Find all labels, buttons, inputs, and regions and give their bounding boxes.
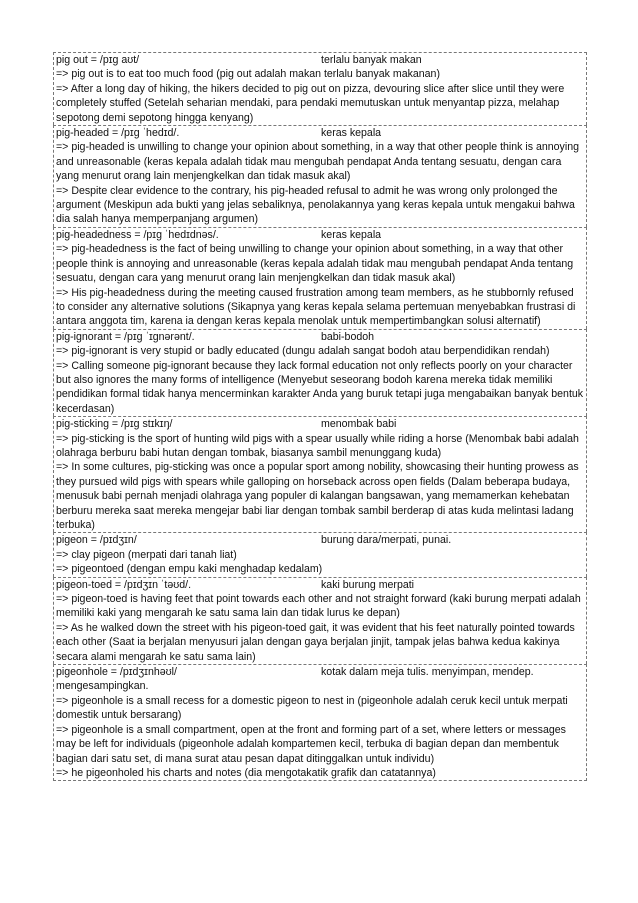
term-pronunciation: pig-ignorant = /pɪɡ ˈɪɡnərənt/. (56, 330, 195, 343)
term-meaning: kotak dalam meja tulis. menyimpan, mendep. (321, 666, 534, 679)
entry-header (56, 533, 584, 547)
term-pronunciation: pig-sticking = /pɪɡ stɪkɪŋ/ (56, 418, 173, 431)
example-line: => In some cultures, pig-sticking was once a popular sport among nobility, showcasing their hunting prowess as they pursued wild pigs with spears while galloping on horseback across open fields (Dalam beberapa budaya, menusuk babi pernah menjadi olahraga yang populer di kalangan bangsawan, yang memamerkan kehebatan berburu mereka saat mereka mengejar babi liar dengan tombak sambil berderap di atas kuda melintasi ladang terbuka) (56, 461, 579, 531)
definition-line: => pigeonhole is a small compartment, open at the front and forming part of a set, where letters or messages may be left for individuals (pigeonhole adalah kompartemen kecil, terbuka di bagian depan dan membentuk bagian dari satu set, di mana surat atau pesan dapat ditinggalkan untuk individu) (56, 723, 566, 765)
term-meaning: keras kepala (321, 228, 382, 241)
example-line: => clay pigeon (merpati dari tanah liat) (56, 548, 237, 561)
entry-pigeon (53, 532, 587, 576)
term-pronunciation: pigeonhole = /pɪdʒɪnhəʊl/ (56, 666, 177, 679)
definition-line: => pigeon-toed is having feet that point towards each other and not straight forward (kaki burung merpati adalah memiliki kaki yang mengarah ke satu sama lain dan tidak lurus ke depan) (56, 593, 581, 620)
definition-line: => pig-headed is unwilling to change your opinion about something, in a way that other people think is annoying and unreasonable (keras kepala adalah tidak mau mengubah pendapat Anda tentang sesuatu, dengan cara yang menurut orang lain menjengkelkan dan tidak masuk akal) (56, 141, 579, 183)
example-line: => he pigeonholed his charts and notes (dia mengotakatik grafik dan catatannya) (56, 766, 436, 779)
term-meaning: menombak babi (321, 418, 397, 431)
entry-header (56, 578, 584, 592)
entry-pig-ignorant (53, 329, 587, 416)
term-pronunciation: pigeon = /pɪdʒɪn/ (56, 534, 137, 547)
entry-header (56, 126, 584, 140)
term-meaning: burung dara/merpati, punai. (321, 534, 452, 547)
entry-pigeonhole (53, 664, 587, 781)
example-line: => Despite clear evidence to the contrary, his pig-headed refusal to admit he was wrong only prolonged the argument (Meskipun ada bukti yang jelas sebaliknya, penolakannya yang keras kepala untuk mengakui bahwa dia salah hanya memperpanjang argumen) (56, 184, 575, 226)
example-line: => pigeontoed (dengan empu kaki menghadap kedalam) (56, 563, 323, 576)
example-line: => As he walked down the street with his pigeon-toed gait, it was evident that his feet naturally pointed towards each other (Saat ia berjalan menyusuri jalan dengan gaya berjalan jinjit, tampak jelas bahwa kedua kakinya secara alami mengarah ke satu sama lain) (56, 621, 575, 663)
entry-pigeon-toed (53, 577, 587, 664)
example-line: => Calling someone pig-ignorant because they lack formal education not only reflects poorly on your character but also ignores the many forms of intelligence (Menyebut seseorang bodoh karena mereka tidak memiliki pendidikan formal tidak hanya mencerminkan karakter Anda yang buruk tetapi juga mengabaikan banyak bentuk kecerdasan) (56, 359, 584, 415)
example-line: => After a long day of hiking, the hikers decided to pig out on pizza, devouring slice after slice until they were completely stuffed (Setelah seharian mendaki, para pendaki memutuskan untuk menyantap pizza, melahap sepotong demi sepotong hingga kenyang) (56, 82, 565, 124)
vocabulary-page (53, 52, 587, 781)
definition-line: => pig-headedness is the fact of being unwilling to change your opinion about something, in a way that other people think is annoying and unreasonable (keras kepala adalah tidak mau mengubah pendapat Anda tentang sesuatu, dengan cara yang menurut orang lain menjengkelkan dan tidak masuk akal) (56, 243, 574, 285)
term-pronunciation: pig-headed = /pɪɡ ˈhedɪd/. (56, 127, 180, 140)
meaning-continuation: mengesampingkan. (56, 680, 149, 693)
entry-header (56, 330, 584, 344)
definition-line: => pig-sticking is the sport of hunting wild pigs with a spear usually while riding a horse (Menombak babi adalah olahraga berburu babi hutan dengan tombak, biasanya sambil menunggang kuda) (56, 432, 579, 459)
term-meaning: kaki burung merpati (321, 578, 415, 591)
term-meaning: keras kepala (321, 127, 382, 140)
example-line: => His pig-headedness during the meeting caused frustration among team members, as he stubbornly refused to consider any alternative solutions (Sikapnya yang keras kepala selama pertemuan menyebabkan frustrasi di antara anggota tim, karena ia dengan keras kepala menolak untuk mempertimbangkan solusi alternatif) (56, 286, 576, 328)
entry-pig-headedness (53, 227, 587, 329)
definition-line: => pig-ignorant is very stupid or badly educated (dungu adalah sangat bodoh atau berpendidikan rendah) (56, 345, 550, 358)
entry-pig-out (53, 52, 587, 125)
entry-header (56, 665, 584, 679)
entry-header (56, 53, 584, 67)
term-meaning: terlalu banyak makan (321, 54, 422, 66)
term-pronunciation: pig out = /pɪɡ aʊt/ (56, 54, 140, 66)
definition-line: => pigeonhole is a small recess for a domestic pigeon to nest in (pigeonhole adalah ceruk kecil untuk merpati domestik untuk bersarang) (56, 694, 568, 722)
definition-line: => pig out is to eat too much food (pig out adalah makan terlalu banyak makanan) (56, 68, 440, 81)
term-pronunciation: pig-headedness = /pɪɡ ˈhedɪdnəs/. (56, 228, 219, 241)
entry-pig-sticking (53, 416, 587, 532)
entry-header (56, 228, 584, 242)
term-meaning: babi-bodoh (321, 330, 375, 343)
entry-header (56, 417, 584, 431)
term-pronunciation: pigeon-toed = /pɪdʒɪn ˈtəʊd/. (56, 578, 192, 591)
entry-pig-headed (53, 125, 587, 227)
